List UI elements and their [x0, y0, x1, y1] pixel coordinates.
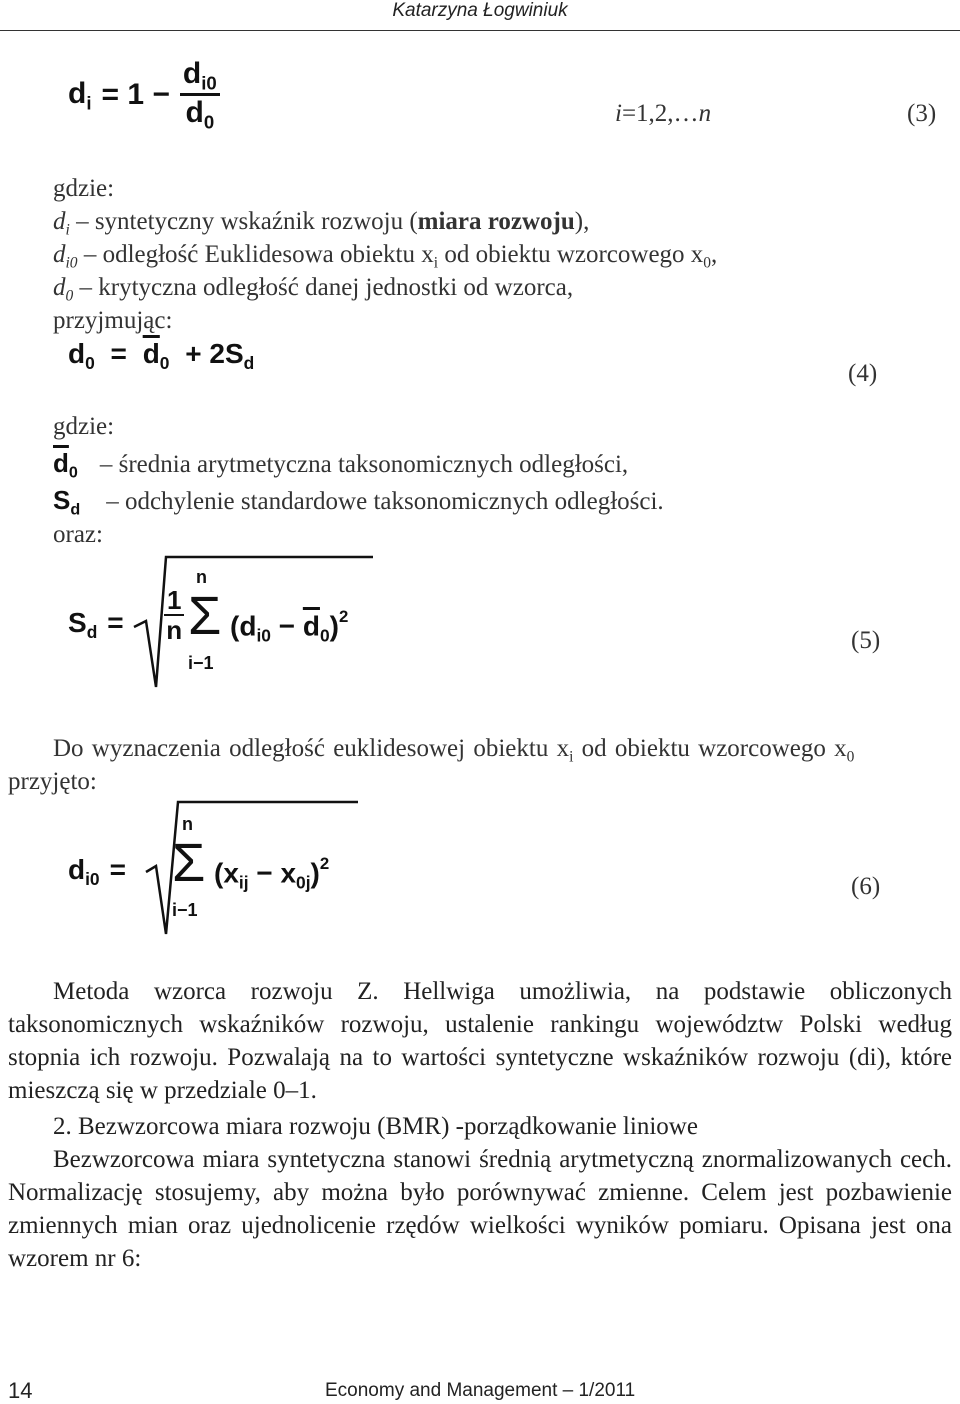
equation-4: $d_0 = \overline{d}_0 + 2S_d$	[68, 338, 255, 374]
legend2-item-mean: $\overline{d}_0$ – średnia arytmetyczna taksonomicznych odległości,	[53, 448, 629, 482]
legend-item-di: $d_i$ – syntetyczny wskaźnik rozwoju (miara rozwoju),	[53, 208, 590, 239]
header-rule	[0, 30, 960, 31]
legend2-item-sd: $S_d$ – odchylenie standardowe taksonomicznych odległości.	[53, 485, 664, 519]
footer-journal: Economy and Management – 1/2011	[325, 1380, 636, 1401]
legend-accepting: przyjmując:	[53, 307, 173, 334]
legend-item-d0: $d_0$ – krytyczna odległość danej jednostki od wzorca,	[53, 274, 574, 305]
equation-3-range: i=1,2,…n	[615, 100, 712, 127]
paragraph-hellwig: Metoda wzorca rozwoju Z. Hellwiga umożliwia, na podstawie obliczonych taksonomicznych wskaźników rozwoju, ustalenie rankingu województw Polski według stopnia ich rozwoju. Pozwalają na to wartości syntetyczne wskaźników rozwoju (di), które mieszczą się w przedziale 0–1.	[8, 978, 952, 1104]
equation-5-number: (5)	[851, 627, 881, 654]
legend2-and: oraz:	[53, 521, 103, 548]
legend2-where-label: gdzie:	[53, 413, 115, 440]
paragraph-bmr: Bezwzorcowa miara syntetyczna stanowi średnią arytmetyczną znormalizowanych cech. Normalizację stosujemy, aby można było porównywać zmienne. Celem jest pozbawienie zmiennych mian oraz ujednolicenie rzędów wielkości wyników pomiaru. Opisana jest ona wzorem nr 6:	[8, 1146, 952, 1272]
paragraph-distance-accepted: przyjęto:	[8, 768, 97, 795]
equation-3: $d_i$ = 1 − $\frac{d_{i0}}{d_0}$	[68, 58, 220, 133]
running-header-author: Katarzyna Łogwiniuk	[392, 0, 568, 21]
footer-page-number: 14	[8, 1378, 33, 1403]
equation-6-number: (6)	[851, 873, 881, 900]
legend-item-di0: $d_{i0}$ – odległość Euklidesowa obiektu $x_i$ od obiektu wzorcowego $x_0$,	[53, 241, 718, 272]
equation-5: $S_d$ = $\frac{1}{n}$ n Σ i−1 $(d_{i0} - \overline{d}_0)^2$	[68, 555, 378, 695]
equation-3-number: (3)	[907, 100, 937, 127]
legend-where-label: gdzie:	[53, 175, 115, 202]
paragraph-distance-intro: Do wyznaczenia odległość euklidesowej obiektu $x_i$ od obiektu wzorcowego $x_0$	[53, 735, 855, 766]
section-heading-bmr: 2. Bezwzorcowa miara rozwoju (BMR) -porządkowanie liniowe	[53, 1113, 698, 1140]
equation-6: $d_{i0}$ = n Σ i−1 $(x_{ij} - x_{0j})^2$	[68, 800, 368, 940]
equation-4-number: (4)	[848, 360, 878, 387]
